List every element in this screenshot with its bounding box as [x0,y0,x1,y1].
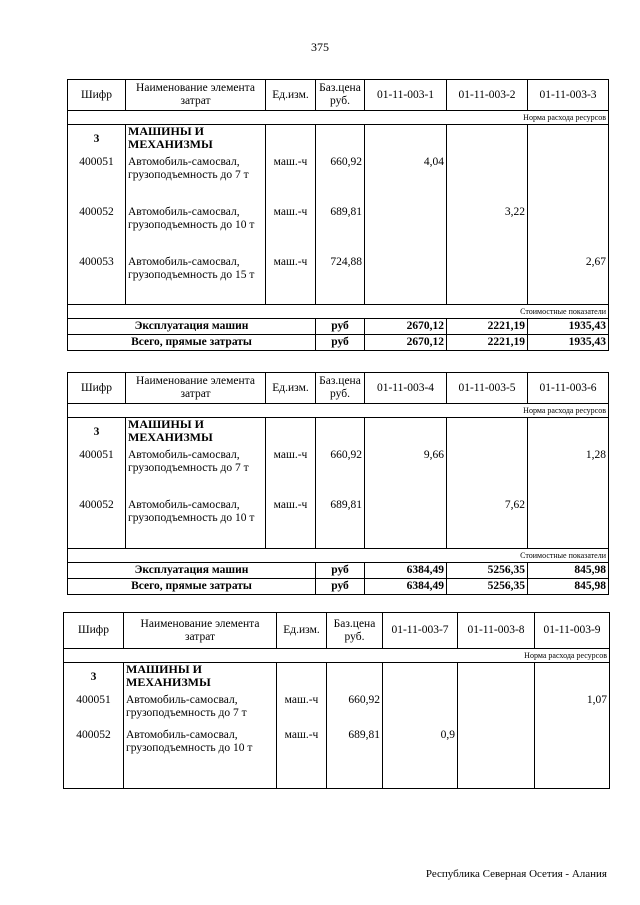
row-name: Автомобиль-самосвал, грузоподъемность до 7 т [124,694,277,729]
total-value: 6384,49 [365,563,447,579]
row-value [535,729,610,789]
row-unit: маш.-ч [266,206,316,256]
total-value: 2221,19 [447,335,528,351]
header-price: Баз.цена руб. [316,80,365,111]
row-price: 689,81 [327,729,383,789]
header-row [68,373,609,404]
total-label: Всего, прямые затраты [68,579,316,595]
row-value: 9,66 [365,449,447,499]
header-col: 01-11-003-1 [365,80,447,111]
row-unit: маш.-ч [266,499,316,549]
cost-label: Стоимостные показатели [68,549,609,563]
total-value: 5256,35 [447,579,528,595]
row-price: 689,81 [316,499,365,549]
header-col: 01-11-003-6 [528,373,609,404]
section-title: МАШИНЫ И МЕХАНИЗМЫ [126,125,266,156]
row-name: Автомобиль-самосвал, грузоподъемность до 10 т [124,729,277,789]
total-row [68,579,609,595]
header-row [68,80,609,111]
total-value: 5256,35 [447,563,528,579]
row-price: 689,81 [316,206,365,256]
row-price: 660,92 [316,156,365,206]
section-row [68,418,609,449]
row-value: 3,22 [447,206,528,256]
row-name: Автомобиль-самосвал, грузоподъемность до 7 т [126,156,266,206]
row-price: 660,92 [316,449,365,499]
row-value [458,694,535,729]
table-row [68,499,609,549]
table-row [68,206,609,256]
norm-label-row [64,649,610,663]
total-row [68,335,609,351]
row-value [365,256,447,305]
row-code: 400052 [68,206,126,256]
total-value: 6384,49 [365,579,447,595]
norm-label: Норма расхода ресурсов [68,404,609,418]
row-value [528,499,609,549]
table-row [68,449,609,499]
total-value: 1935,43 [528,335,609,351]
row-value [447,449,528,499]
total-label: Всего, прямые затраты [68,335,316,351]
table-row [64,729,610,789]
row-value: 7,62 [447,499,528,549]
row-value: 2,67 [528,256,609,305]
row-price: 724,88 [316,256,365,305]
row-value: 0,9 [383,729,458,789]
header-price: Баз.цена руб. [327,613,383,649]
total-value: 2670,12 [365,335,447,351]
total-unit: руб [316,319,365,335]
total-value: 845,98 [528,563,609,579]
row-unit: маш.-ч [277,694,327,729]
row-value [365,206,447,256]
resource-table-1 [67,79,609,351]
norm-label: Норма расхода ресурсов [68,111,609,125]
header-col: 01-11-003-9 [535,613,610,649]
page-number: 375 [311,40,329,54]
header-code: Шифр [68,80,126,111]
row-value: 1,28 [528,449,609,499]
row-value: 1,07 [535,694,610,729]
total-unit: руб [316,579,365,595]
total-row [68,319,609,335]
header-unit: Ед.изм. [266,373,316,404]
row-value [458,729,535,789]
section-row [64,663,610,694]
header-code: Шифр [64,613,124,649]
row-value [528,206,609,256]
total-unit: руб [316,335,365,351]
total-row [68,563,609,579]
row-name: Автомобиль-самосвал, грузоподъемность до 10 т [126,206,266,256]
total-value: 2221,19 [447,319,528,335]
row-name: Автомобиль-самосвал, грузоподъемность до 10 т [126,499,266,549]
row-unit: маш.-ч [266,156,316,206]
section-title: МАШИНЫ И МЕХАНИЗМЫ [124,663,277,694]
section-number: 3 [64,663,124,694]
section-number: 3 [68,418,126,449]
header-name: Наименование элемента затрат [124,613,277,649]
header-col: 01-11-003-4 [365,373,447,404]
row-code: 400051 [68,449,126,499]
header-col: 01-11-003-8 [458,613,535,649]
row-name: Автомобиль-самосвал, грузоподъемность до 15 т [126,256,266,305]
row-name: Автомобиль-самосвал, грузоподъемность до 7 т [126,449,266,499]
row-unit: маш.-ч [277,729,327,789]
cost-label-row [68,305,609,319]
norm-label-row [68,404,609,418]
table-row [68,256,609,305]
row-value: 4,04 [365,156,447,206]
row-value [447,256,528,305]
table-row [68,156,609,206]
header-col: 01-11-003-2 [447,80,528,111]
norm-label: Норма расхода ресурсов [64,649,610,663]
section-title: МАШИНЫ И МЕХАНИЗМЫ [126,418,266,449]
row-code: 400053 [68,256,126,305]
total-label: Эксплуатация машин [68,319,316,335]
total-value: 845,98 [528,579,609,595]
header-col: 01-11-003-5 [447,373,528,404]
header-price: Баз.цена руб. [316,373,365,404]
row-code: 400051 [68,156,126,206]
row-unit: маш.-ч [266,449,316,499]
header-code: Шифр [68,373,126,404]
row-code: 400052 [68,499,126,549]
total-value: 1935,43 [528,319,609,335]
header-name: Наименование элемента затрат [126,80,266,111]
total-value: 2670,12 [365,319,447,335]
header-col: 01-11-003-3 [528,80,609,111]
resource-table-2 [67,372,609,595]
row-code: 400051 [64,694,124,729]
row-value [383,694,458,729]
norm-label-row [68,111,609,125]
row-code: 400052 [64,729,124,789]
header-row [64,613,610,649]
row-unit: маш.-ч [266,256,316,305]
header-name: Наименование элемента затрат [126,373,266,404]
row-price: 660,92 [327,694,383,729]
header-unit: Ед.изм. [266,80,316,111]
footer-region-label: Республика Северная Осетия - Алания [425,868,607,880]
header-unit: Ед.изм. [277,613,327,649]
section-row [68,125,609,156]
row-value [447,156,528,206]
total-label: Эксплуатация машин [68,563,316,579]
table-row [64,694,610,729]
cost-label: Стоимостные показатели [68,305,609,319]
row-value [365,499,447,549]
row-value [528,156,609,206]
cost-label-row [68,549,609,563]
total-unit: руб [316,563,365,579]
header-col: 01-11-003-7 [383,613,458,649]
section-number: 3 [68,125,126,156]
resource-table-3 [63,612,610,789]
